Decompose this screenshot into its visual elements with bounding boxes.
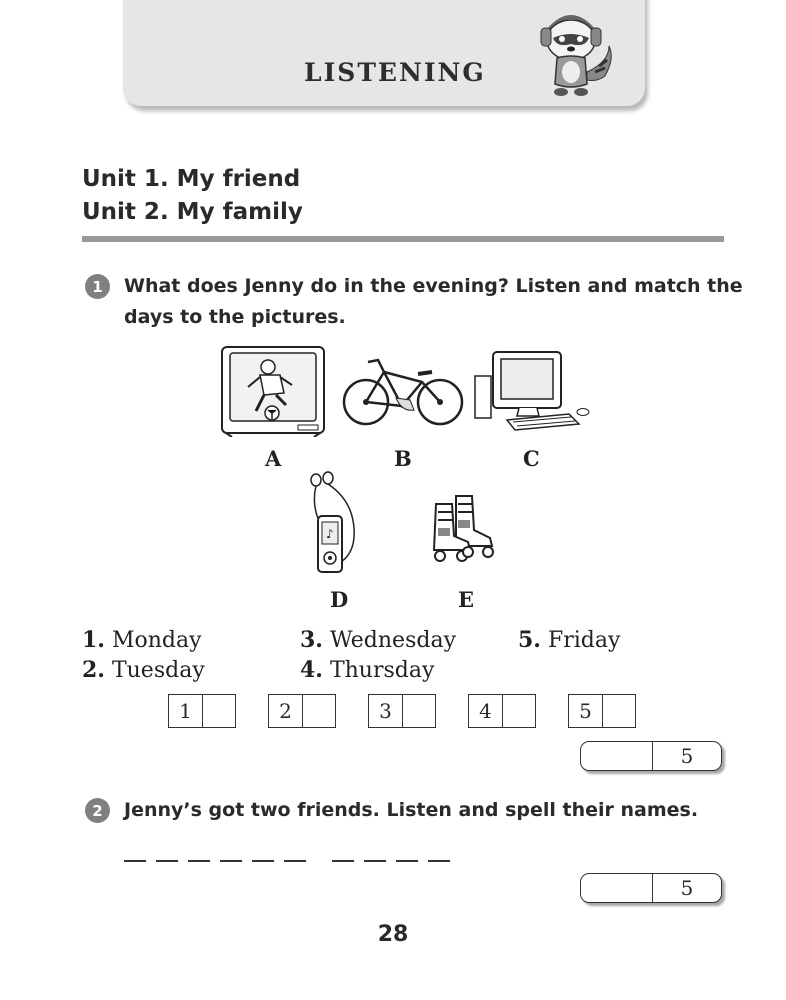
- answer-slot[interactable]: [403, 695, 435, 727]
- score-input[interactable]: [581, 742, 653, 770]
- answer-box-5[interactable]: 5: [568, 694, 636, 728]
- score-input[interactable]: [581, 874, 653, 902]
- task1-instruction-line1: What does Jenny do in the evening? Listen and match the: [124, 275, 743, 297]
- task-number-2: 2: [85, 798, 110, 823]
- page-number: 28: [377, 922, 409, 947]
- score-box-task1: [580, 741, 722, 771]
- score-box-task2: [580, 873, 722, 903]
- day-item-4: 4. Thursday: [300, 657, 435, 683]
- day-item-5: 5. Friday: [518, 627, 621, 653]
- svg-text:♪: ♪: [326, 527, 334, 541]
- tv-football-icon: [220, 345, 326, 437]
- unit-title-2: Unit 2. My family: [82, 199, 303, 225]
- day-item-2: 2. Tuesday: [82, 657, 205, 683]
- answer-slot[interactable]: [203, 695, 235, 727]
- score-max: 5: [680, 744, 694, 768]
- task2-instruction: Jenny’s got two friends. Listen and spell their names.: [124, 799, 699, 821]
- picture-label-d: D: [330, 587, 349, 612]
- answer-slot[interactable]: [603, 695, 635, 727]
- answer-box-3[interactable]: 3: [368, 694, 436, 728]
- music-player-icon: [302, 470, 366, 582]
- answer-box-4[interactable]: 4: [468, 694, 536, 728]
- answer-slot[interactable]: [303, 695, 335, 727]
- raccoon-headphones-icon: [525, 2, 617, 100]
- day-item-3: 3. Wednesday: [300, 627, 456, 653]
- section-title: LISTENING: [304, 58, 486, 87]
- task1-instruction-line2: days to the pictures.: [124, 306, 346, 328]
- section-divider: [82, 236, 724, 242]
- computer-icon: [473, 348, 593, 432]
- score-max: 5: [680, 876, 694, 900]
- answer-slot[interactable]: [503, 695, 535, 727]
- roller-skates-icon: [428, 490, 504, 562]
- picture-label-a: A: [265, 446, 282, 471]
- bicycle-icon: [340, 352, 466, 428]
- task-number-1: 1: [85, 274, 110, 299]
- unit-title-1: Unit 1. My friend: [82, 166, 301, 192]
- picture-label-c: C: [523, 446, 540, 471]
- answer-box-2[interactable]: 2: [268, 694, 336, 728]
- picture-label-b: B: [394, 446, 412, 471]
- answer-box-1[interactable]: 1: [168, 694, 236, 728]
- day-item-1: 1. Monday: [82, 627, 202, 653]
- picture-label-e: E: [458, 587, 475, 612]
